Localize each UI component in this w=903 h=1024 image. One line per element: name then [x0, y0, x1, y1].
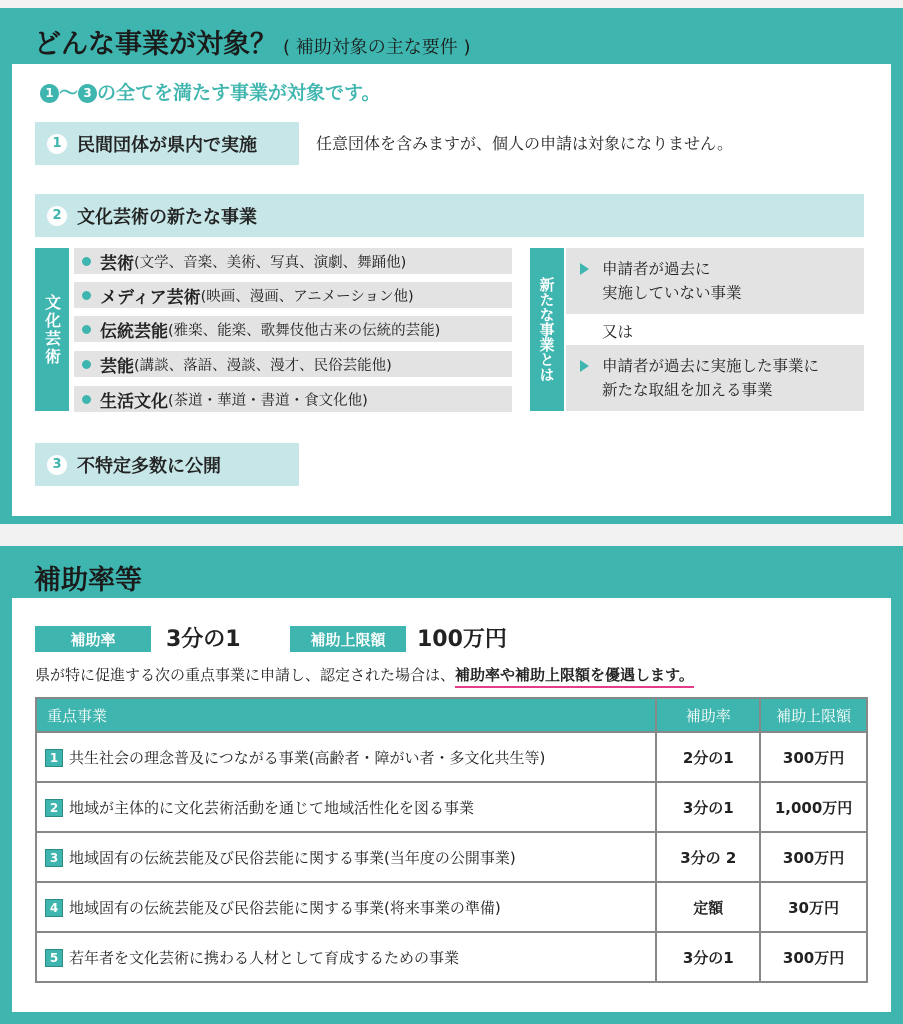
- section1-title: [34, 22, 471, 61]
- priority-note-highlight: 補助率や補助上限額を優遇します。: [455, 666, 694, 688]
- header-business: 重点事業: [36, 698, 656, 732]
- table-header-row: [36, 698, 867, 732]
- row-5-number: 5: [45, 949, 63, 967]
- or-text: 又は: [602, 323, 634, 341]
- row-3-rate: 3分の 2: [656, 832, 760, 882]
- row-5-limit: 300万円: [760, 932, 867, 982]
- row-5-business: [36, 932, 656, 982]
- lead-num-to: 3: [78, 84, 97, 103]
- arts-row-1-name: 芸術: [100, 253, 134, 274]
- arts-row-1-detail: (文学、音楽、美術、写真、演劇、舞踊他): [134, 254, 407, 271]
- rate-label-tag: 補助率: [35, 626, 151, 652]
- arts-row-5-detail: (茶道・華道・書道・食文化他): [168, 392, 368, 409]
- section1-subtitle: ( 補助対象の主な要件 ): [283, 37, 471, 58]
- table-row: [36, 782, 867, 832]
- table-row: [36, 932, 867, 982]
- section1-title-text: どんな事業が対象？: [34, 29, 277, 60]
- row-3-limit: 300万円: [760, 832, 867, 882]
- bullet-dot-icon: [82, 291, 91, 300]
- arts-row-4: [74, 351, 512, 377]
- row-2-name: 地域が主体的に文化芸術活動を通じて地域活性化を図る事業: [69, 798, 475, 817]
- condition-3-label: 不特定多数に公開: [77, 455, 221, 477]
- new-business-item-2-line1: 申請者が過去に実施した事業に: [602, 357, 820, 375]
- arts-row-3-name: 伝統芸能: [100, 321, 168, 342]
- arts-row-3: [74, 316, 512, 342]
- lead-tilde: 〜: [59, 82, 79, 104]
- row-3-name: 地域固有の伝統芸能及び民俗芸能に関する事業(当年度の公開事業): [69, 848, 516, 867]
- new-business-item-1: [566, 248, 864, 314]
- row-1-limit: 300万円: [760, 732, 867, 782]
- arts-row-5-name: 生活文化: [100, 391, 168, 412]
- row-2-business: [36, 782, 656, 832]
- new-business-item-1-line1: 申請者が過去に: [602, 260, 711, 278]
- arts-row-4-name: 芸能: [100, 356, 134, 377]
- new-business-item-2-line2: 新たな取組を加える事業: [602, 381, 773, 399]
- row-4-rate: 定額: [656, 882, 760, 932]
- row-3-business: [36, 832, 656, 882]
- row-4-business: [36, 882, 656, 932]
- priority-note: [35, 664, 694, 685]
- section2-title: 補助率等: [34, 565, 142, 596]
- priority-note-prefix: 県が特に促進する次の重点事業に申請し、認定された場合は、: [35, 666, 456, 684]
- lead-num-from: 1: [40, 84, 59, 103]
- condition-1-box: [35, 122, 299, 165]
- header-limit: 補助上限額: [760, 698, 867, 732]
- arts-vertical-label: 文化芸術: [35, 248, 69, 411]
- table-row: [36, 732, 867, 782]
- triangle-right-icon: [580, 263, 589, 275]
- row-5-rate: 3分の1: [656, 932, 760, 982]
- header-rate: 補助率: [656, 698, 760, 732]
- row-2-number: 2: [45, 799, 63, 817]
- arts-row-2-detail: (映画、漫画、アニメーション他): [200, 288, 414, 305]
- lead-sentence: の全てを満たす事業が対象です。: [97, 82, 381, 104]
- arts-row-5: [74, 386, 512, 412]
- row-1-name: 共生社会の理念普及につながる事業(高齢者・障がい者・多文化共生等): [69, 748, 546, 767]
- row-1-rate: 2分の1: [656, 732, 760, 782]
- condition-1-number: 1: [47, 134, 67, 154]
- row-1-business: [36, 732, 656, 782]
- bullet-dot-icon: [82, 257, 91, 266]
- condition-2-label: 文化芸術の新たな事業: [77, 206, 257, 228]
- triangle-right-icon: [580, 360, 589, 372]
- new-business-item-2: [566, 345, 864, 411]
- limit-value: 100万円: [417, 627, 507, 652]
- condition-2-number: 2: [47, 206, 67, 226]
- row-4-limit: 30万円: [760, 882, 867, 932]
- condition-3-number: 3: [47, 455, 67, 475]
- row-4-name: 地域固有の伝統芸能及び民俗芸能に関する事業(将来事業の準備): [69, 898, 501, 917]
- rate-value: 3分の1: [166, 627, 241, 652]
- condition-3-box: [35, 443, 299, 486]
- arts-row-1: [74, 248, 512, 274]
- condition-2-box: [35, 194, 864, 237]
- lead-text: [40, 78, 381, 105]
- condition-1-note: 任意団体を含みますが、個人の申請は対象になりません。: [316, 134, 733, 153]
- row-3-number: 3: [45, 849, 63, 867]
- row-4-number: 4: [45, 899, 63, 917]
- bullet-dot-icon: [82, 360, 91, 369]
- limit-label-tag: 補助上限額: [290, 626, 406, 652]
- arts-row-3-detail: (雅楽、能楽、歌舞伎他古来の伝統的芸能): [168, 322, 441, 339]
- table-row: [36, 832, 867, 882]
- row-2-limit: 1,000万円: [760, 782, 867, 832]
- condition-1-label: 民間団体が県内で実施: [77, 134, 257, 156]
- row-1-number: 1: [45, 749, 63, 767]
- bullet-dot-icon: [82, 395, 91, 404]
- priority-table: [35, 697, 868, 983]
- new-business-vertical-label: 新たな事業とは: [530, 248, 564, 411]
- arts-row-2-name: メディア芸術: [100, 287, 201, 308]
- new-business-item-1-line2: 実施していない事業: [602, 284, 742, 302]
- row-2-rate: 3分の1: [656, 782, 760, 832]
- bullet-dot-icon: [82, 325, 91, 334]
- arts-row-4-detail: (講談、落語、漫談、漫才、民俗芸能他): [134, 357, 392, 374]
- arts-row-2: [74, 282, 512, 308]
- row-5-name: 若年者を文化芸術に携わる人材として育成するための事業: [69, 948, 460, 967]
- table-row: [36, 882, 867, 932]
